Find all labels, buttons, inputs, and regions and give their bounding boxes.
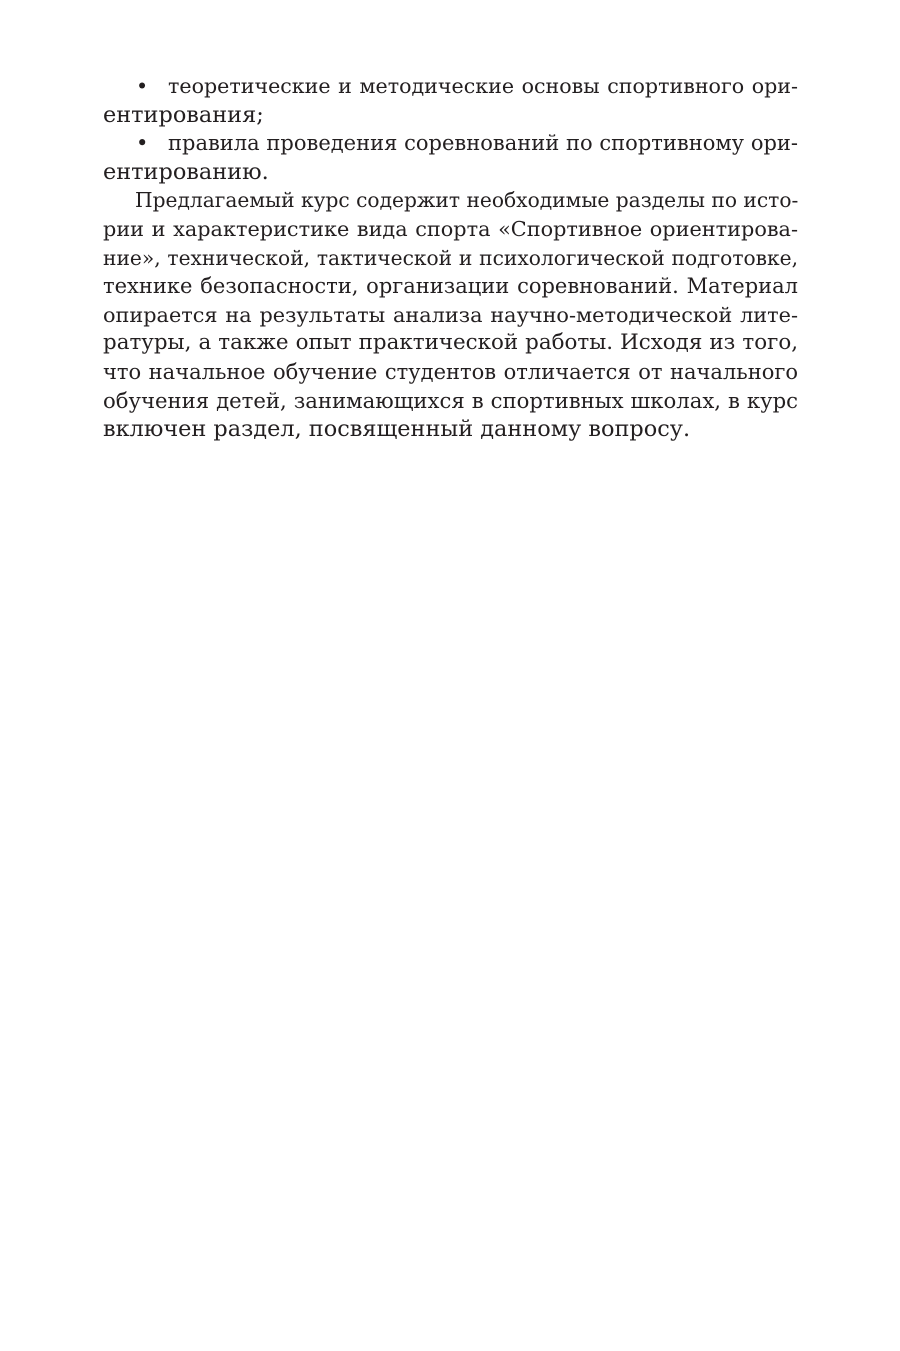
- paragraph-line: опирается на результаты анализа научно-методической лите-: [103, 302, 798, 327]
- paragraph-line: ратуры, а также опыт практической работы. Исходя из того,: [103, 330, 798, 356]
- bullet-icon: •: [136, 131, 149, 156]
- paragraph-line: технике безопасности, организации соревнований. Материал: [103, 274, 798, 299]
- list-item-text: теоретические и методические основы спортивного ори-: [168, 74, 798, 98]
- list-item-text: правила проведения соревнований по спортивному ори-: [168, 131, 798, 156]
- paragraph-line: рии и характеристике вида спорта «Спортивное ориентирова-: [103, 216, 798, 241]
- list-item-line: [103, 72, 798, 101]
- body-paragraph: [103, 186, 798, 443]
- document-page: [103, 72, 798, 444]
- list-item: [103, 129, 798, 186]
- paragraph-line: обучения детей, занимающихся в спортивных школах, в курс: [103, 387, 798, 413]
- list-item-line: ентированию.: [103, 158, 269, 185]
- paragraph-line: включен раздел, посвященный данному вопросу.: [103, 416, 691, 443]
- paragraph-line: Предлагаемый курс содержит необходимые разделы по исто-: [135, 188, 799, 213]
- list-item-line: [103, 129, 798, 158]
- paragraph-line: ние», технической, тактической и психологической подготовке,: [103, 245, 798, 270]
- list-item: [103, 72, 798, 129]
- paragraph-line: что начальное обучение студентов отличается от начального: [103, 359, 798, 384]
- bullet-list: [103, 72, 798, 186]
- list-item-line: ентирования;: [103, 101, 264, 128]
- bullet-icon: •: [136, 74, 149, 98]
